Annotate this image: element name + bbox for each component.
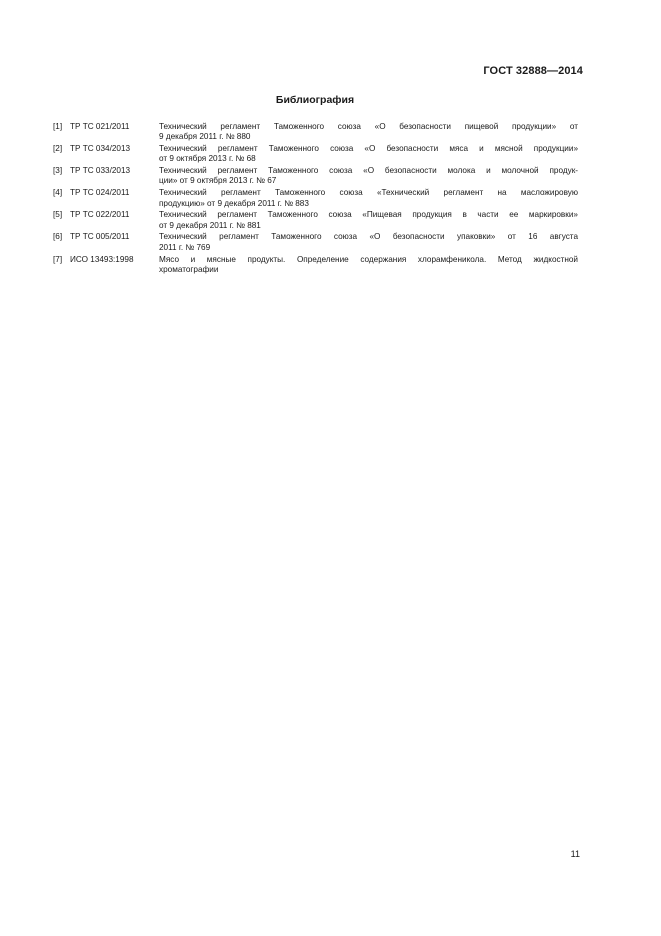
- bibliography-list: [53, 122, 578, 277]
- section-title: Библиография: [275, 94, 355, 106]
- entry-reference: ИСО 13493:1998: [70, 254, 134, 264]
- entry-description: [159, 144, 578, 165]
- bibliography-entry: [53, 188, 578, 209]
- entry-description: [159, 232, 578, 253]
- entry-reference: ТР ТС 033/2013: [70, 166, 131, 176]
- entry-number: [5]: [53, 210, 63, 220]
- description-line: Технический регламент Таможенного союза «О безопасности пищевой продукции» от: [159, 122, 578, 131]
- description-line: ции» от 9 октября 2013 г. № 67: [159, 176, 277, 186]
- entry-reference: ТР ТС 022/2011: [70, 210, 130, 220]
- description-line: продукцию» от 9 декабря 2011 г. № 883: [159, 198, 309, 208]
- description-line: от 9 декабря 2011 г. № 881: [159, 220, 261, 230]
- description-line: от 9 октября 2013 г. № 68: [159, 154, 256, 164]
- document-code-header: ГОСТ 32888—2014: [483, 65, 583, 77]
- entry-number: [3]: [53, 166, 63, 176]
- description-line: Технический регламент Таможенного союза «Технический регламент на масложировую: [159, 188, 578, 198]
- bibliography-entry: [53, 232, 578, 253]
- page-number: 11: [570, 849, 580, 859]
- bibliography-entry: [53, 166, 578, 187]
- entry-reference: ТР ТС 034/2013: [70, 144, 131, 154]
- entry-description: [159, 122, 578, 143]
- description-line: 9 декабря 2011 г. № 880: [159, 132, 251, 142]
- description-line: Мясо и мясные продукты. Определение содержания хлорамфеникола. Метод жидкостной: [159, 254, 578, 264]
- description-line: хроматографии: [159, 264, 219, 274]
- entry-description: [159, 188, 578, 209]
- entry-number: [6]: [53, 232, 63, 242]
- entry-number: [1]: [53, 122, 63, 131]
- bibliography-entry: [53, 255, 578, 276]
- entry-description: [159, 166, 578, 187]
- description-line: Технический регламент Таможенного союза «О безопасности мяса и мясной продукции»: [159, 144, 578, 154]
- bibliography-entry: [53, 210, 578, 231]
- entry-number: [2]: [53, 144, 63, 154]
- bibliography-entry: [53, 144, 578, 165]
- entry-description: [159, 210, 578, 231]
- description-line: Технический регламент Таможенного союза «О безопасности молока и молочной продук-: [159, 166, 578, 176]
- description-line: Технический регламент Таможенного союза «Пищевая продукция в части ее маркировки»: [159, 210, 578, 220]
- description-line: Технический регламент Таможенного союза «О безопасности упаковки» от 16 августа: [159, 232, 578, 242]
- entry-reference: ТР ТС 021/2011: [70, 122, 130, 131]
- entry-reference: ТР ТС 024/2011: [70, 188, 130, 198]
- entry-description: [159, 255, 578, 276]
- entry-number: [4]: [53, 188, 63, 198]
- entry-reference: ТР ТС 005/2011: [70, 232, 130, 242]
- bibliography-entry: [53, 122, 578, 143]
- entry-number: [7]: [53, 254, 63, 264]
- description-line: 2011 г. № 769: [159, 242, 211, 252]
